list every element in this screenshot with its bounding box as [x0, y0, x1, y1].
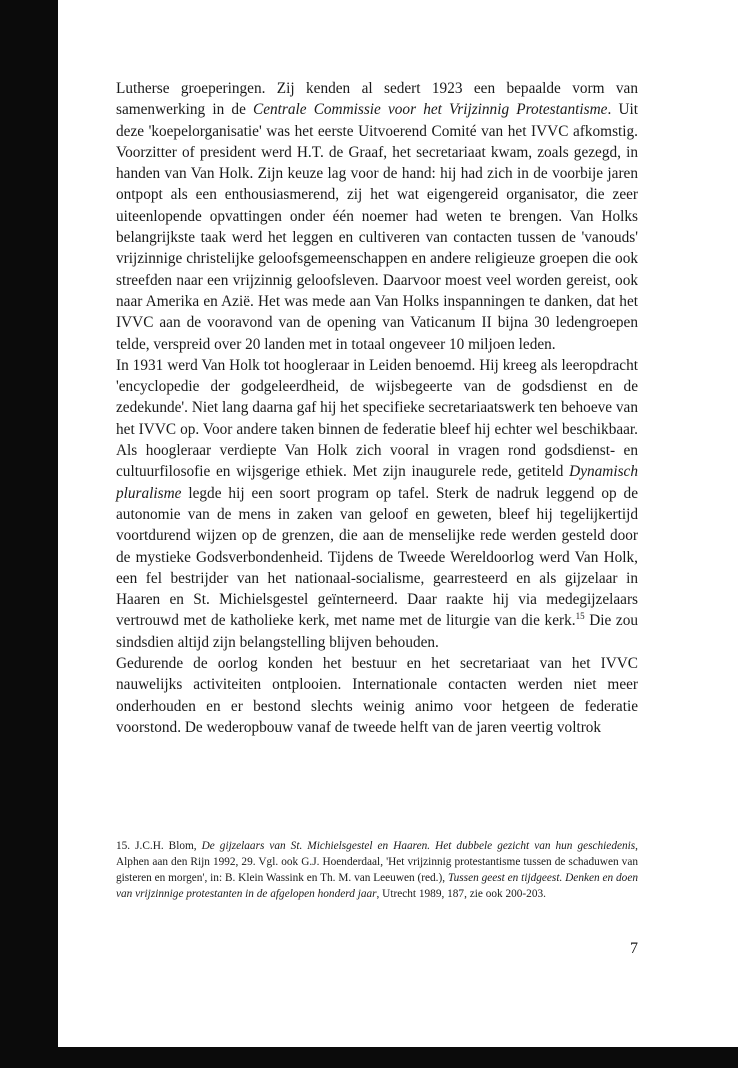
text-run: . Uit deze 'koepelorganisatie' was het eerste Uitvoerend Comité van het IVVC afkomstig. Voorzitter of president werd H.T. de Graaf, het secretariaat kwam, zoals gezegd, in handen van Van Holk. Zijn keuze lag voor de hand: hij had zich in de voorbije jaren ontpopt als een enthousiasmerend, zij het wat eigengereid organisator, die zeer uiteenlopende opvattingen onder één noemer had weten te brengen. Van Holks belangrijkste taak werd het leggen en cultiveren van contacten tussen de 'vanouds' vrijzinnige christelijke geloofsgemeenschappen en andere religieuze groepen die ook streefden naar een vrijzinnig geloofsleven. Daarvoor moest veel worden gereist, ook naar Amerika en Azië. Het was mede aan Van Holks inspanningen te danken, dat het IVVC aan de vooravond van de opening van Vaticanum II bijna 30 ledengroepen telde, verspreid over 20 landen met in totaal ongeveer 10 miljoen leden.: [116, 101, 638, 353]
paragraph-1: [116, 78, 638, 355]
italic-title: Tussen geest en tijdgeest. Denken en doen van vrijzinnige protestanten in de afgelopen honderd jaar: [116, 872, 638, 900]
text-run: 15. J.C.H. Blom,: [116, 840, 202, 852]
scan-border-left: [0, 0, 58, 1068]
paragraph-2: [116, 355, 638, 653]
footnotes: [116, 838, 638, 902]
main-text: [116, 78, 638, 738]
text-run: In 1931 werd Van Holk tot hoogleraar in Leiden benoemd. Hij kreeg als leeropdracht 'encyclopedie der godgeleerdheid, de wijsbegeerte van de godsdienst en de zedekunde'. Niet lang daarna gaf hij het specifieke secretariaatswerk ten behoeve van het IVVC op. Voor andere taken binnen de federatie bleef hij echter wel beschikbaar. Als hoogleraar verdiepte Van Holk zich vooral in vragen rond godsdienst- en cultuurfilosofie en wijsgerige ethiek. Met zijn inaugurele rede, getiteld: [116, 356, 638, 481]
footnote-15: [116, 838, 638, 902]
italic-title: Dynamisch pluralisme: [116, 463, 638, 502]
text-run: legde hij een soort program op tafel. Sterk de nadruk leggend op de autonomie van de mens in zaken van geloof en geweten, bleef hij tegelijkertijd voortdurend wijzen op de grenzen, die aan de menselijke rede werden gesteld door de mystieke Godsverbondenheid. Tijdens de Tweede Wereldoorlog werd Van Holk, een fel bestrijder van het nationaal-socialisme, gearresteerd en als gijzelaar in Haaren en St. Michielsgestel geïnterneerd. Daar raakte hij via medegijzelaars vertrouwd met de katholieke kerk, met name met de liturgie van die kerk.: [116, 484, 638, 630]
italic-title: De gijzelaars van St. Michielsgestel en Haaren. Het dubbele gezicht van hun geschiedenis: [201, 840, 636, 852]
italic-title: Centrale Commissie voor het Vrijzinnig Protestantisme: [253, 101, 608, 119]
text-run: Gedurende de oorlog konden het bestuur en het secretariaat van het IVVC nauwelijks activiteiten ontplooien. Internationale contacten werden niet meer onderhouden en er bestond slechts weinig animo voor hetgeen de federatie voorstond. De wederopbouw vanaf de tweede helft van de jaren veertig voltrok: [116, 655, 638, 736]
page-number: 7: [630, 940, 638, 957]
footnote-ref: 15: [575, 611, 585, 622]
scan-border-bottom: [58, 1047, 738, 1068]
page-body: [116, 78, 638, 738]
text-run: Lutherse groeperingen. Zij kenden al sedert 1923 een bepaalde vorm van samenwerking in de: [116, 80, 638, 119]
text-run: , Alphen aan den Rijn 1992, 29. Vgl. ook G.J. Hoenderdaal, 'Het vrijzinnig protestantisme tussen de schaduwen van gisteren en morgen', in: B. Klein Wassink en Th. M. van Leeuwen (red.),: [116, 840, 638, 884]
paragraph-3: [116, 653, 638, 738]
text-run: , Utrecht 1989, 187, zie ook 200-203.: [376, 888, 546, 900]
text-run: Die zou sindsdien altijd zijn belangstelling blijven behouden.: [116, 612, 638, 651]
